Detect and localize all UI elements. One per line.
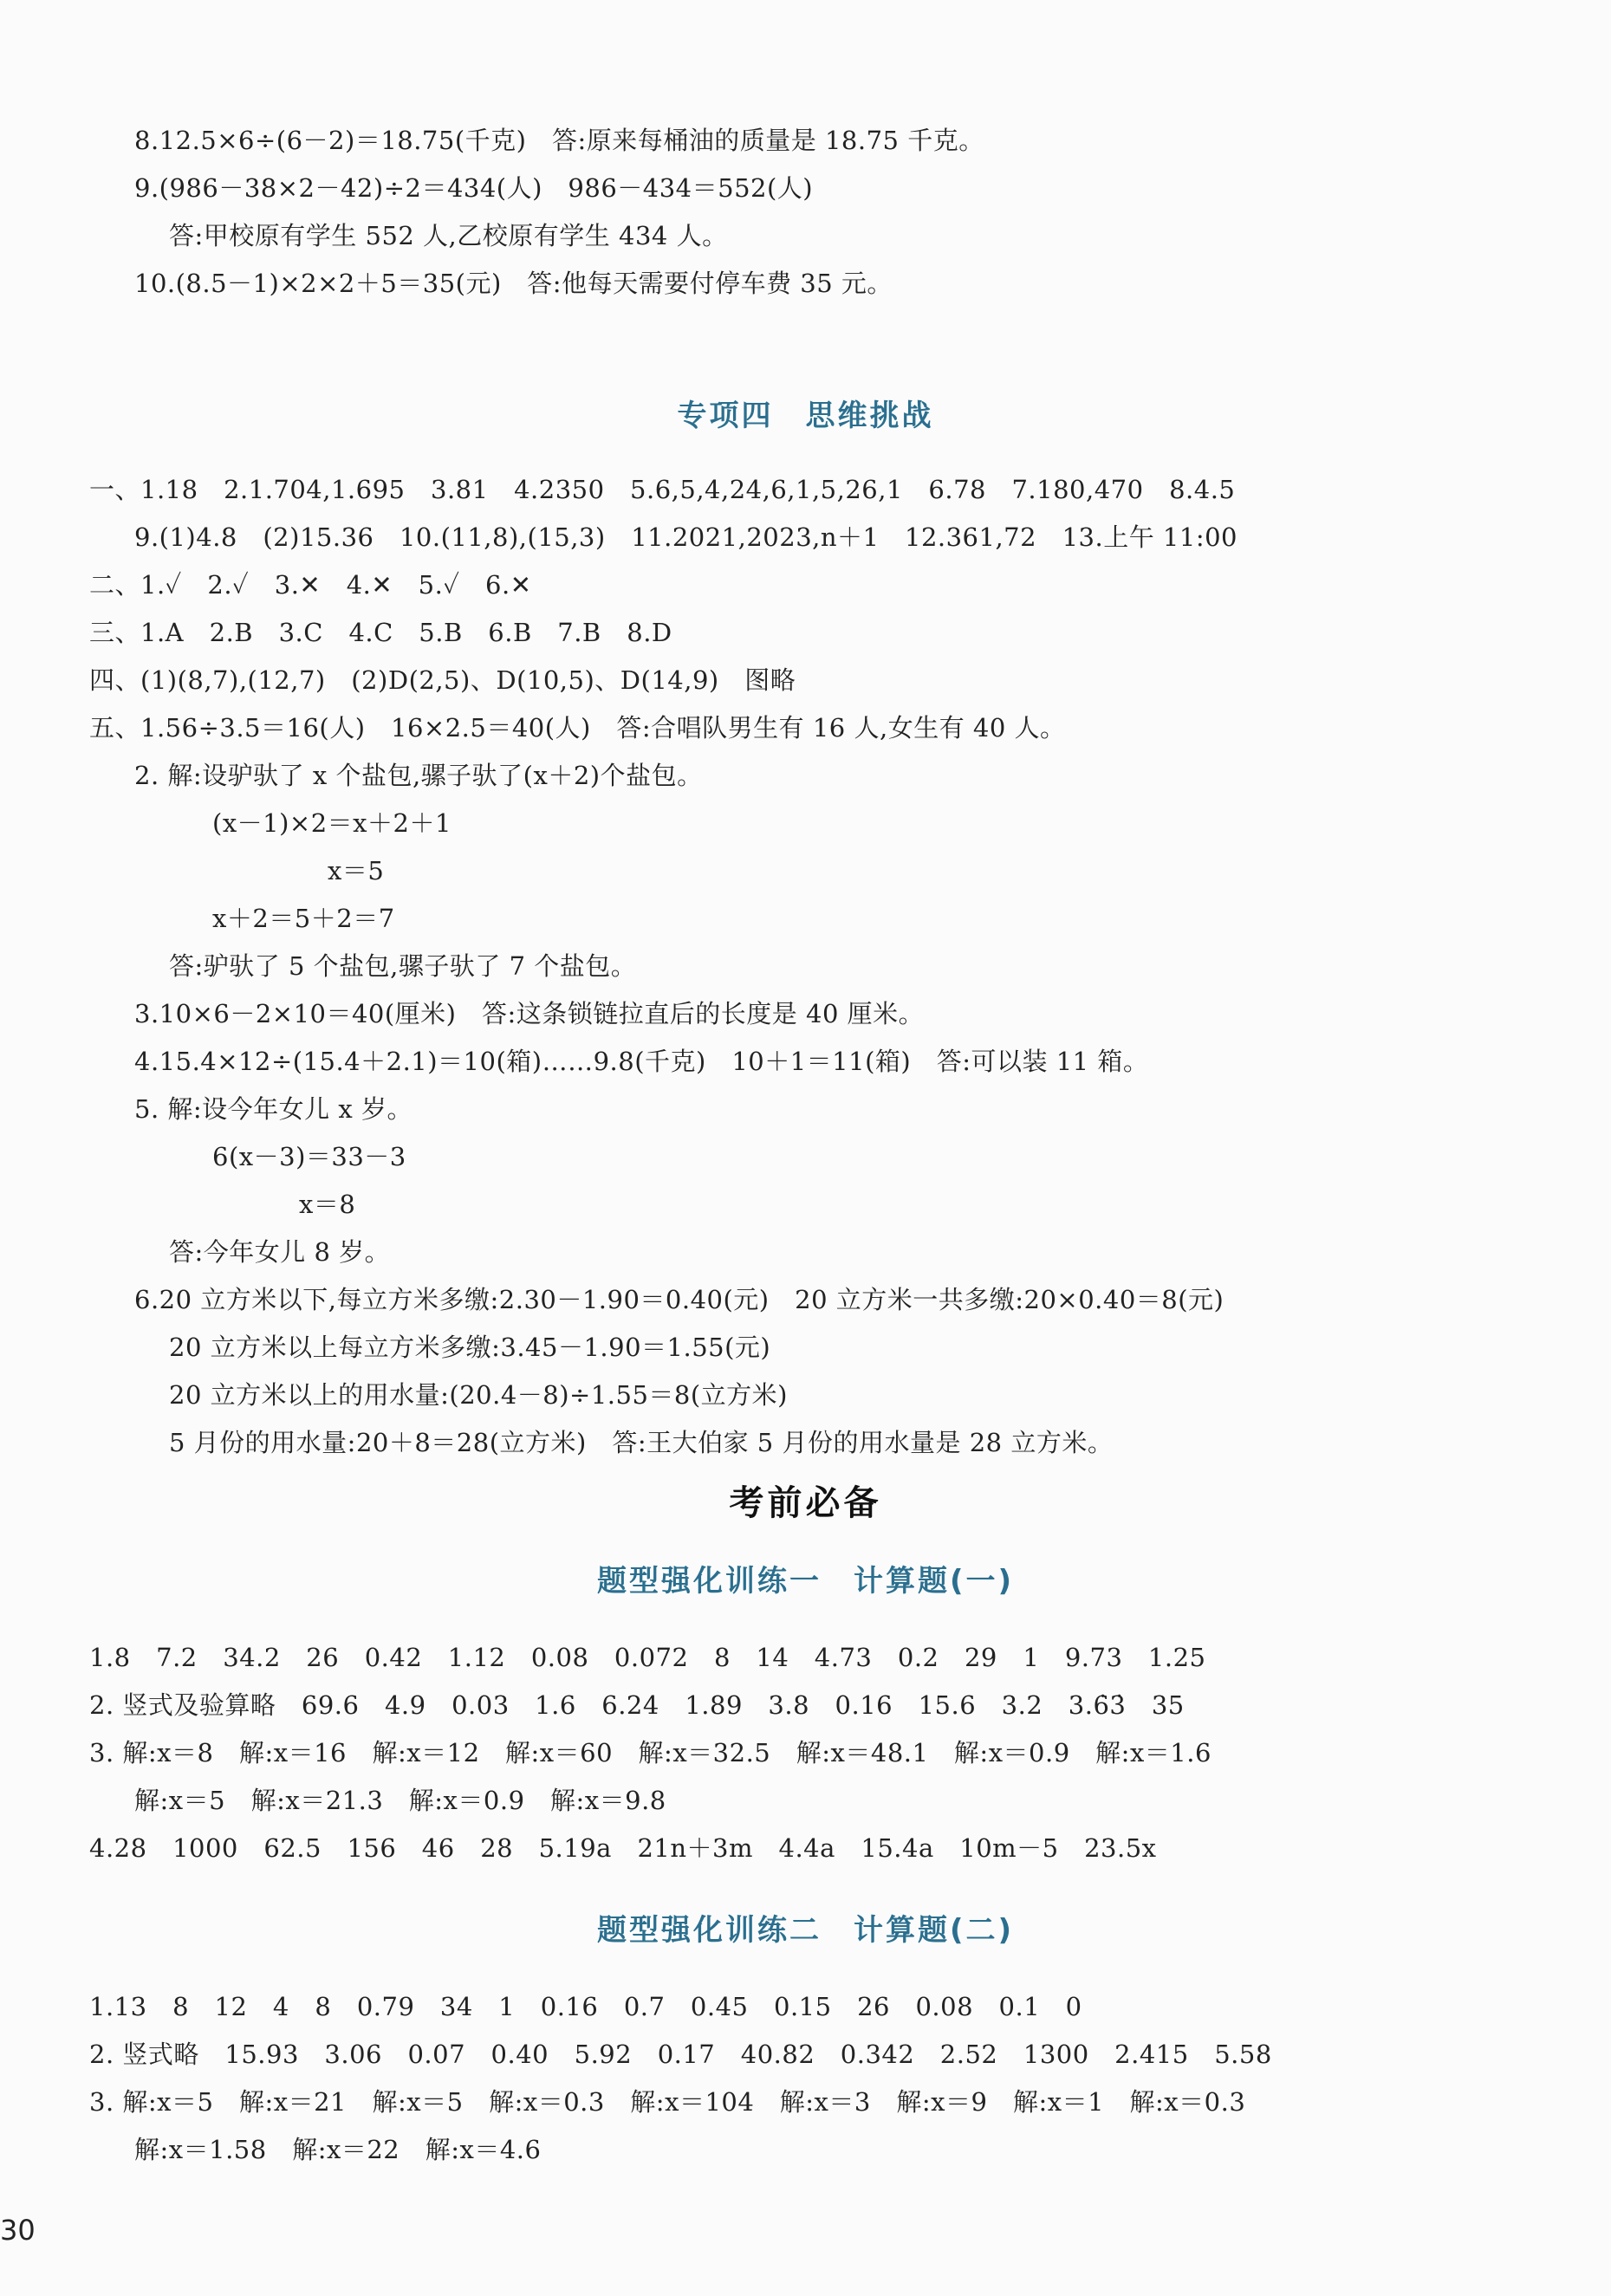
answer-line: 3.10×6－2×10＝40(厘米) 答:这条锁链拉直后的长度是 40 厘米。 [134, 999, 925, 1028]
answer-line: 1.8 7.2 34.2 26 0.42 1.12 0.08 0.072 8 14 4.73 0.2 29 1 9.73 1.25 [89, 1643, 1206, 1672]
answer-line: 答:今年女儿 8 岁。 [169, 1237, 391, 1267]
answer-line: 五、1.56÷3.5＝16(人) 16×2.5＝40(人) 答:合唱队男生有 16 人,女生有 40 人。 [89, 713, 1066, 743]
answer-line: 答:甲校原有学生 552 人,乙校原有学生 434 人。 [169, 221, 728, 250]
answer-line: 二、1.✓ 2.✓ 3.✕ 4.✕ 5.✓ 6.✕ [89, 570, 532, 600]
answer-line: 6.20 立方米以下,每立方米多缴:2.30－1.90＝0.40(元) 20 立方米一共多缴:20×0.40＝8(元) [134, 1285, 1224, 1314]
answer-line: 20 立方米以上的用水量:(20.4－8)÷1.55＝8(立方米) [169, 1380, 788, 1410]
answer-line: 4.15.4×12÷(15.4＋2.1)＝10(箱)……9.8(千克) 10＋1＝11(箱) 答:可以装 11 箱。 [134, 1047, 1149, 1076]
equation-line: 6(x－3)＝33－3 [212, 1142, 406, 1171]
answer-line: 解:x＝1.58 解:x＝22 解:x＝4.6 [134, 2135, 542, 2164]
answer-line: 2. 竖式及验算略 69.6 4.9 0.03 1.6 6.24 1.89 3.8 0.16 15.6 3.2 3.6̇3̇ 35 [89, 1690, 1185, 1720]
answer-line: 20 立方米以上每立方米多缴:3.45－1.90＝1.55(元) [169, 1333, 771, 1362]
answer-line: 四、(1)(8,7),(12,7) (2)D(2,5)、D(10,5)、D(14,9) 图略 [89, 665, 796, 695]
equation-line: x＝5 [328, 856, 385, 885]
answer-line: 5. 解:设今年女儿 x 岁。 [134, 1094, 412, 1124]
answer-line: 答:驴驮了 5 个盐包,骡子驮了 7 个盐包。 [169, 951, 637, 981]
answer-line: 5 月份的用水量:20＋8＝28(立方米) 答:王大伯家 5 月份的用水量是 28 立方米。 [169, 1428, 1114, 1457]
answer-line: 3. 解:x＝5 解:x＝21 解:x＝5 解:x＝0.3 解:x＝104 解:x＝3 解:x＝9 解:x＝1 解:x＝0.3 [89, 2087, 1246, 2117]
section-title: 题型强化训练一 计算题(一) [596, 1564, 1015, 1599]
chapter-title: 考前必备 [729, 1483, 882, 1523]
section-title: 题型强化训练二 计算题(二) [596, 1913, 1015, 1948]
equation-line: (x－1)×2＝x＋2＋1 [212, 808, 451, 838]
answer-line: 1.13 8 12 4 8 0.79 34 1 0.16 0.7 0.45 0.15 26 0.08 0.1 0 [89, 1992, 1082, 2021]
answer-line: 9.(1)4.8 (2)15.36 10.(11,8),(15,3) 11.2021,2023,n＋1 12.361,72 13.上午 11:00 [134, 522, 1237, 552]
answer-line: 4.28 1000 62.5 156 46 28 5.19a 21n＋3m 4.4a 15.4a 10m－5 23.5x [89, 1833, 1157, 1863]
answer-line: 2. 解:设驴驮了 x 个盐包,骡子驮了(x＋2)个盐包。 [134, 761, 703, 790]
equation-line: x＋2＝5＋2＝7 [212, 904, 395, 933]
answer-line: 9.(986－38×2－42)÷2＝434(人) 986－434＝552(人) [134, 173, 814, 203]
answer-line: 2. 竖式略 15.93 3.06 0.07 0.40 5.92 0.17 40.82 0.342 2.52 1300 2.415 5.58 [89, 2040, 1272, 2069]
answer-line: 三、1.A 2.B 3.C 4.C 5.B 6.B 7.B 8.D [89, 618, 672, 647]
answer-line: 3. 解:x＝8 解:x＝16 解:x＝12 解:x＝60 解:x＝32.5 解:x＝48.1 解:x＝0.9 解:x＝1.6 [89, 1738, 1211, 1767]
answer-line: 一、1.18 2.1.704,1.695 3.81 4.2350 5.6,5,4,24,6,1,5,26,1 6.78 7.180,470 8.4.5 [89, 475, 1236, 504]
answer-line: 10.(8.5－1)×2×2＋5＝35(元) 答:他每天需要付停车费 35 元。 [134, 269, 893, 298]
section-title: 专项四 思维挑战 [677, 399, 934, 433]
answer-line: 解:x＝5 解:x＝21.3 解:x＝0.9 解:x＝9.8 [134, 1786, 666, 1815]
page-number: 30 [0, 2214, 36, 2247]
answer-line: 8.12.5×6÷(6－2)＝18.75(千克) 答:原来每桶油的质量是 18.75 千克。 [134, 126, 984, 155]
equation-line: x＝8 [299, 1190, 356, 1219]
